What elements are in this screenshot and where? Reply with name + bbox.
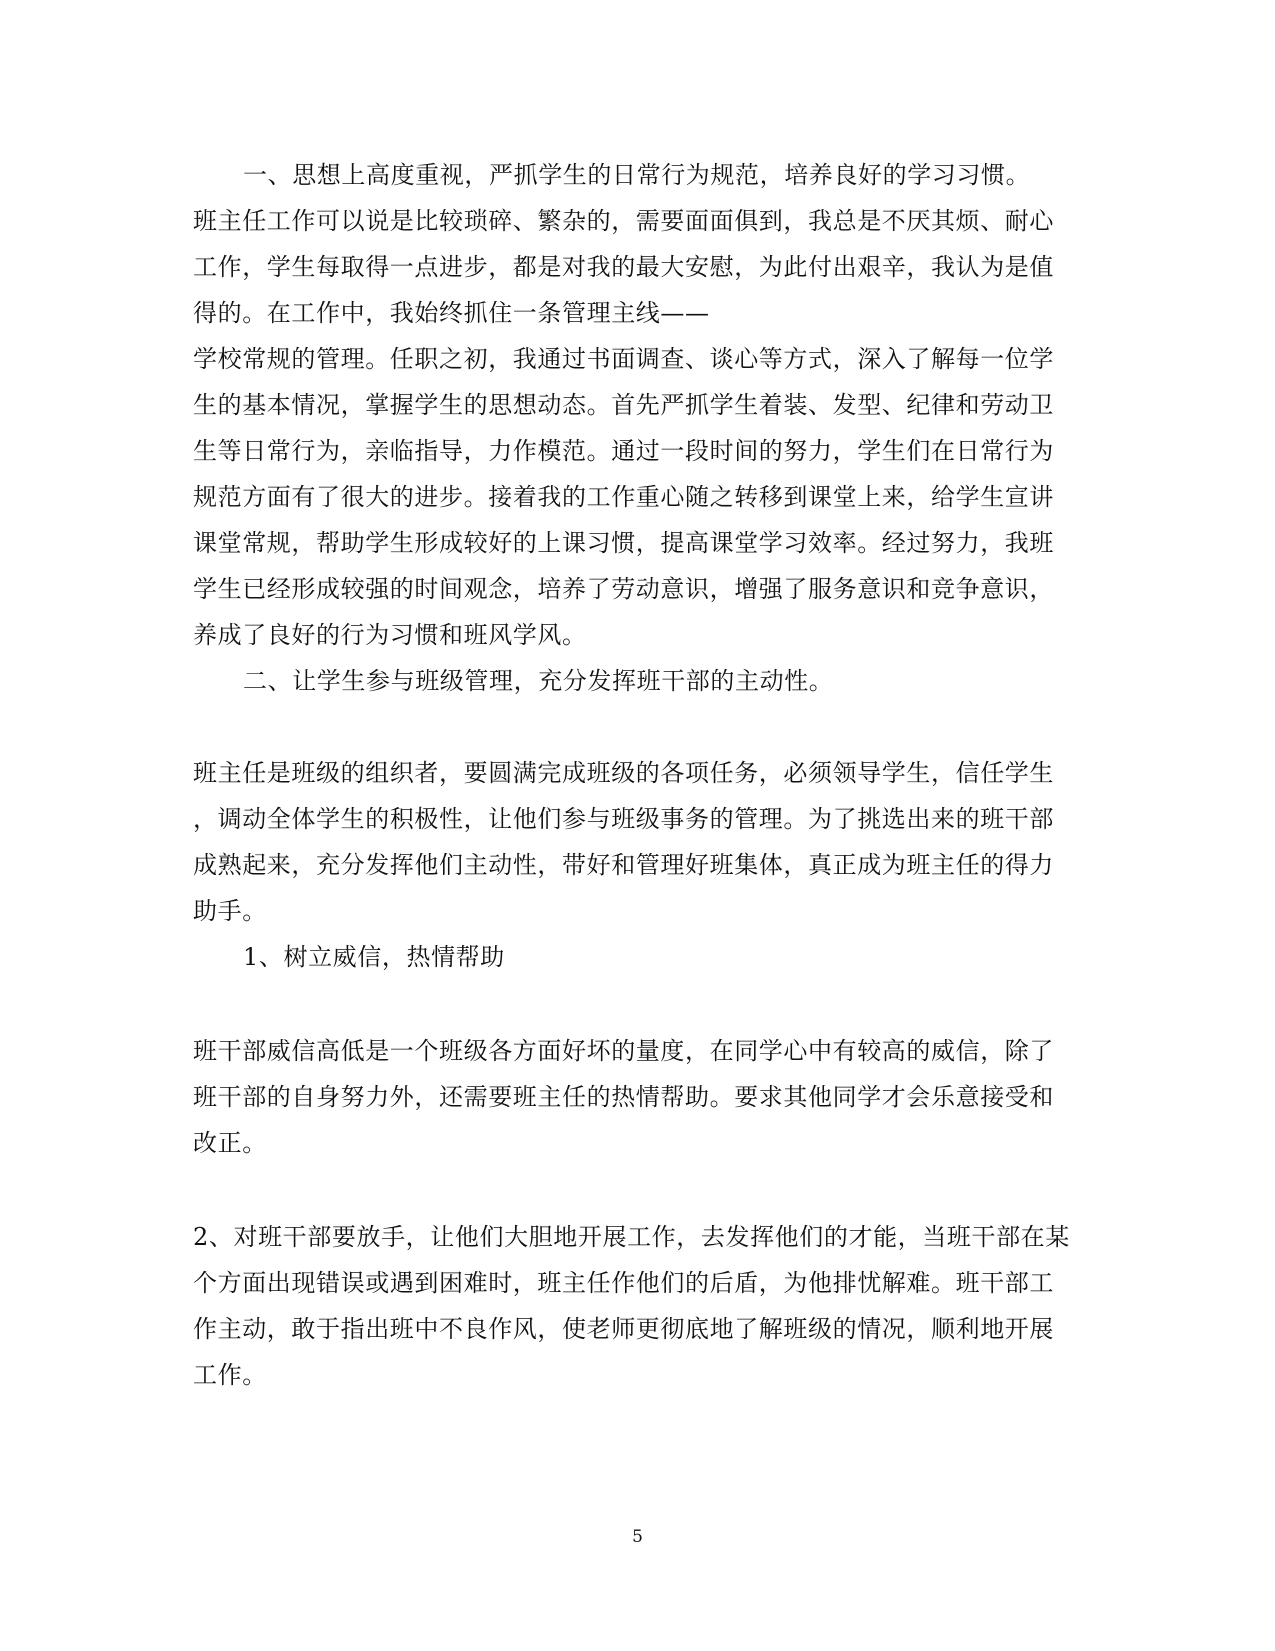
paragraph-line: 课堂常规，帮助学生形成较好的上课习惯，提高课堂学习效率。经过努力，我班: [193, 529, 1054, 557]
paragraph-line: 个方面出现错误或遇到困难时，班主任作他们的后盾，为他排忧解难。班干部工: [193, 1269, 1054, 1297]
paragraph-line: 学生已经形成较强的时间观念，培养了劳动意识，增强了服务意识和竞争意识，: [193, 575, 1054, 603]
section-heading-2: 二、让学生参与班级管理，充分发挥班干部的主动性。: [243, 667, 834, 695]
paragraph-line: 班主任工作可以说是比较琐碎、繁杂的，需要面面俱到，我总是不厌其烦、耐心: [193, 207, 1054, 235]
paragraph-line: 班干部的自身努力外，还需要班主任的热情帮助。要求其他同学才会乐意接受和: [193, 1083, 1054, 1111]
paragraph-line: 得的。在工作中，我始终抓住一条管理主线——: [193, 299, 710, 327]
section-heading-1: 一、思想上高度重视，严抓学生的日常行为规范，培养良好的学习习惯。: [243, 161, 1031, 189]
paragraph-line: 助手。: [193, 897, 267, 925]
subheading-1: 1、树立威信，热情帮助: [243, 943, 505, 971]
paragraph-line: 养成了良好的行为习惯和班风学风。: [193, 621, 587, 649]
page-number: 5: [632, 1527, 643, 1547]
paragraph-line: 工作，学生每取得一点进步，都是对我的最大安慰，为此付出艰辛，我认为是值: [193, 253, 1054, 281]
paragraph-line: 班主任是班级的组织者，要圆满完成班级的各项任务，必须领导学生，信任学生: [193, 759, 1054, 787]
paragraph-line: 成熟起来，充分发挥他们主动性，带好和管理好班集体，真正成为班主任的得力: [193, 851, 1054, 879]
paragraph-line: 生等日常行为，亲临指导，力作模范。通过一段时间的努力，学生们在日常行为: [193, 437, 1054, 465]
paragraph-line: 生的基本情况，掌握学生的思想动态。首先严抓学生着装、发型、纪律和劳动卫: [193, 391, 1054, 419]
paragraph-line: 改正。: [193, 1129, 267, 1157]
paragraph-line: 作主动，敢于指出班中不良作风，使老师更彻底地了解班级的情况，顺利地开展: [193, 1315, 1054, 1343]
paragraph-line: 班干部威信高低是一个班级各方面好坏的量度，在同学心中有较高的威信，除了: [193, 1037, 1054, 1065]
paragraph-line: ，调动全体学生的积极性，让他们参与班级事务的管理。为了挑选出来的班干部: [193, 805, 1054, 833]
paragraph-line: 规范方面有了很大的进步。接着我的工作重心随之转移到课堂上来，给学生宣讲: [193, 483, 1054, 511]
paragraph-line: 工作。: [193, 1361, 267, 1389]
paragraph-line: 学校常规的管理。任职之初，我通过书面调查、谈心等方式，深入了解每一位学: [193, 345, 1054, 373]
paragraph-line: 2、对班干部要放手，让他们大胆地开展工作，去发挥他们的才能，当班干部在某: [193, 1223, 1070, 1251]
